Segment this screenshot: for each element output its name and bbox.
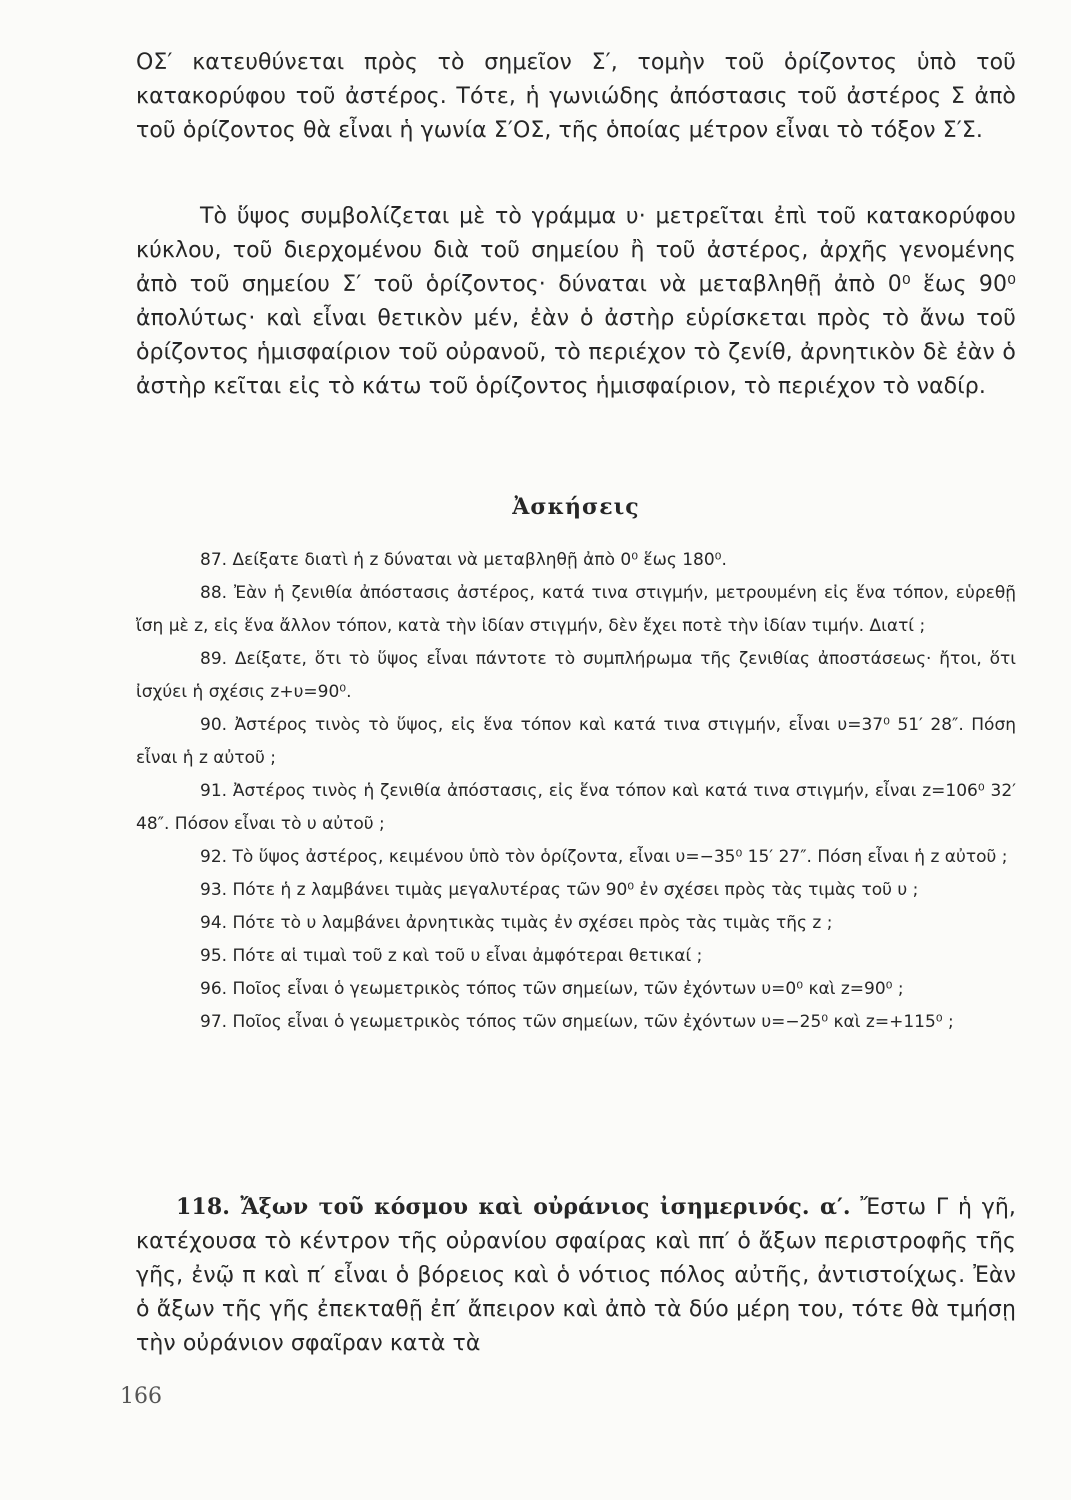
exercise-item: 90. Ἀστέρος τινὸς τὸ ὕψος, εἰς ἕνα τόπον καὶ κατά τινα στιγμήν, εἶναι υ=37⁰ 51′ 28″. Πόση εἶναι ἡ z αὐτοῦ ; [136,715,1016,768]
exercise-item: 97. Ποῖος εἶναι ὁ γεωμετρικὸς τόπος τῶν σημείων, τῶν ἐχόντων υ=−25⁰ καὶ z=+115⁰ ; [200,1012,954,1032]
exercises-list [136,544,1016,1039]
exercise-item: 92. Τὸ ὕψος ἀστέρος, κειμένου ὑπὸ τὸν ὁρίζοντα, εἶναι υ=−35⁰ 15′ 27″. Πόση εἶναι ἡ z αὐτοῦ ; [200,847,1008,867]
page-number: 166 [120,1384,162,1409]
section-paragraph [136,1190,1016,1361]
exercise-item: 95. Πότε αἱ τιμαὶ τοῦ z καὶ τοῦ υ εἶναι ἀμφότεραι θετικαί ; [200,946,703,966]
exercise-item: 96. Ποῖος εἶναι ὁ γεωμετρικὸς τόπος τῶν σημείων, τῶν ἐχόντων υ=0⁰ καὶ z=90⁰ ; [200,979,904,999]
exercise-item: 94. Πότε τὸ υ λαμβάνει ἀρνητικὰς τιμὰς ἐν σχέσει πρὸς τὰς τιμὰς τῆς z ; [200,913,833,933]
section-title: 118. Ἄξων τοῦ κόσμου καὶ οὐράνιος ἰσημερινός. α′. [176,1194,851,1220]
exercise-item: 87. Δείξατε διατὶ ἡ z δύναται νὰ μεταβληθῇ ἀπὸ 0⁰ ἕως 180⁰. [200,550,727,570]
exercise-item: 89. Δείξατε, ὅτι τὸ ὕψος εἶναι πάντοτε τὸ συμπλήρωμα τῆς ζενιθίας ἀποστάσεως· ἤτοι, ὅτι ἰσχύει ἡ σχέσις z+υ=90⁰. [136,649,1016,702]
section-text: Ἔστω Γ ἡ γῆ, κατέχουσα τὸ κέντρον τῆς οὐρανίου σφαίρας καὶ ππ′ ὁ ἄξων περιστροφῆς τῆς γῆς, ἐνῷ π καὶ π′ εἶναι ὁ βόρειος καὶ ὁ νότιος πόλος αὐτῆς, ἀντιστοίχως. Ἐὰν ὁ ἄξων τῆς γῆς ἐπεκταθῇ ἐπ′ ἄπειρον καὶ ἀπὸ τὰ δύο μέρη του, τότε θὰ τμήσῃ τὴν οὐράνιον σφαῖραν κατὰ τὰ [136,1195,1017,1356]
exercise-item: 91. Ἀστέρος τινὸς ἡ ζενιθία ἀπόστασις, εἰς ἕνα τόπον καὶ κατά τινα στιγμήν, εἶναι z=106⁰ 32′ 48″. Πόσον εἶναι τὸ υ αὐτοῦ ; [136,781,1016,834]
paragraph-altitude: Τὸ ὕψος συμβολίζεται μὲ τὸ γράμμα υ· μετρεῖται ἐπὶ τοῦ κατακορύφου κύκλου, τοῦ διερχομένου διὰ τοῦ σημείου ἢ τοῦ ἀστέρος, ἀρχῆς γενομένης ἀπὸ τοῦ σημείου Σ′ τοῦ ὁρίζοντος· δύναται νὰ μεταβληθῇ ἀπὸ 0⁰ ἕως 90⁰ ἀπολύτως· καὶ εἶναι θετικὸν μέν, ἐὰν ὁ ἀστὴρ εὑρίσκεται πρὸς τὸ ἄνω τοῦ ὁρίζοντος ἡμισφαίριον τοῦ οὐρανοῦ, τὸ περιέχον τὸ ζενίθ, ἀρνητικὸν δὲ ἐὰν ὁ ἀστὴρ κεῖται εἰς τὸ κάτω τοῦ ὁρίζοντος ἡμισφαίριον, τὸ περιέχον τὸ ναδίρ. [136,204,1016,399]
section-118 [136,1190,1016,1361]
exercise-item: 93. Πότε ἡ z λαμβάνει τιμὰς μεγαλυτέρας τῶν 90⁰ ἐν σχέσει πρὸς τὰς τιμὰς τοῦ υ ; [200,880,919,900]
paragraph-intro: ΟΣ′ κατευθύνεται πρὸς τὸ σημεῖον Σ′, τομὴν τοῦ ὁρίζοντος ὑπὸ τοῦ κατακορύφου τοῦ ἀστέρος. Τότε, ἡ γωνιώδης ἀπόστασις τοῦ ἀστέρος Σ ἀπὸ τοῦ ὁρίζοντος θὰ εἶναι ἡ γωνία Σ′ΟΣ, τῆς ὁποίας μέτρον εἶναι τὸ τόξον Σ′Σ. [136,50,1016,143]
exercise-item: 88. Ἐὰν ἡ ζενιθία ἀπόστασις ἀστέρος, κατά τινα στιγμήν, μετρουμένη εἰς ἕνα τόπον, εὑρεθῇ ἴση μὲ z, εἰς ἕνα ἄλλον τόπον, κατὰ τὴν ἰδίαν στιγμήν, δὲν ἔχει ποτὲ τὴν ἰδίαν τιμήν. Διατί ; [136,583,1016,636]
exercises-heading: Ἀσκήσεις [512,494,640,520]
